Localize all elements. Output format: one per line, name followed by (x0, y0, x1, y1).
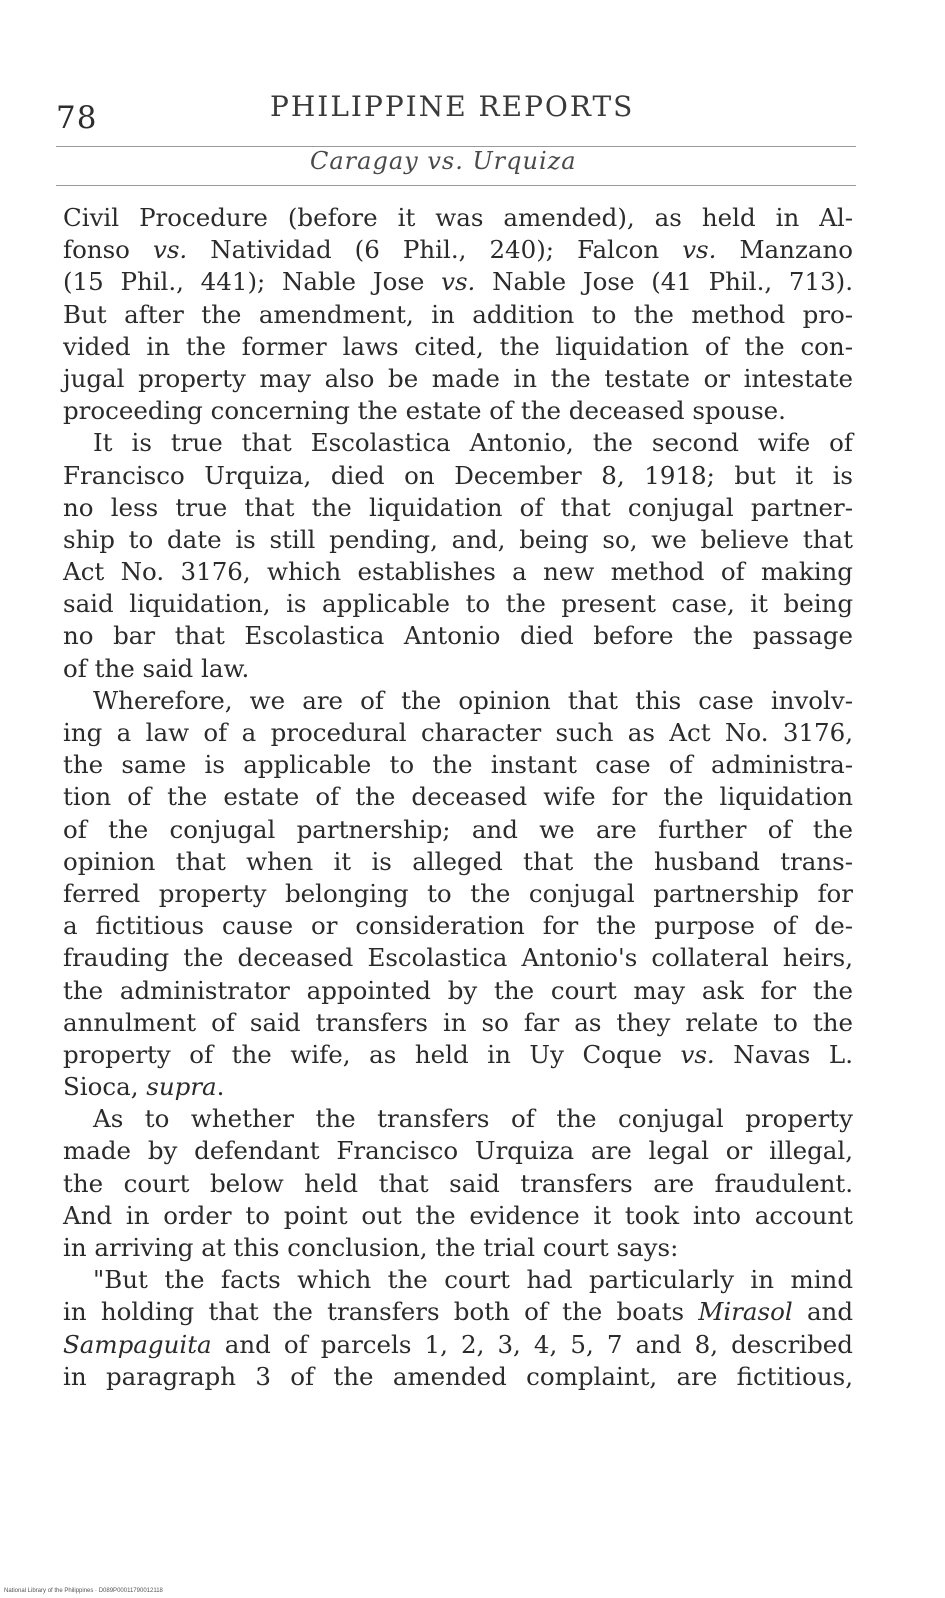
text-line: frauding the deceased Escolastica Antonio's collateral heirs, (63, 943, 853, 973)
text-line: ing a law of a procedural character such as Act No. 3176, (63, 718, 853, 747)
text-line: ship to date is still pending, and, being so, we believe that (63, 524, 853, 554)
text-line: Civil Procedure (before it was amended), as held in Al- (63, 203, 853, 232)
text-line: Francisco Urquiza, died on December 8, 1918; but it is (63, 460, 853, 490)
running-title: PHILIPPINE REPORTS (270, 90, 635, 123)
header-rule-bottom (56, 185, 856, 186)
text-line: And in order to point out the evidence it took into account (63, 1200, 853, 1230)
text-line: in holding that the transfers both of the boats Mirasol and (63, 1297, 854, 1327)
text-line: in arriving at this conclusion, the trial court says: (63, 1233, 679, 1262)
text-line: in paragraph 3 of the amended complaint, are fictitious, (63, 1361, 853, 1391)
text-line: As to whether the transfers of the conjugal property (93, 1104, 853, 1134)
text-line: (15 Phil., 441); Nable Jose vs. Nable Jose (41 Phil., 713). (63, 267, 854, 297)
text-line: said liquidation, is applicable to the present case, it being (63, 589, 853, 619)
text-line: annulment of said transfers in so far as they relate to the (63, 1007, 853, 1037)
text-line: ferred property belonging to the conjugal partnership for (63, 878, 853, 908)
text-line: Sioca, supra. (63, 1072, 225, 1102)
text-line: of the said law. (63, 653, 250, 683)
text-line: Sampaguita and of parcels 1, 2, 3, 4, 5, 7 and 8, described (63, 1329, 853, 1359)
text-line: It is true that Escolastica Antonio, the second wife of (93, 428, 853, 458)
text-line: property of the wife, as held in Uy Coque vs. Navas L. (63, 1039, 853, 1069)
text-line: proceeding concerning the estate of the deceased spouse. (63, 396, 786, 426)
text-line: But after the amendment, in addition to the method pro- (63, 299, 853, 329)
text-line: no less true that the liquidation of that conjugal partner- (63, 492, 853, 522)
text-line: made by defendant Francisco Urquiza are legal or illegal, (63, 1136, 853, 1166)
text-line: Wherefore, we are of the opinion that this case involv- (93, 685, 853, 715)
text-line: no bar that Escolastica Antonio died before the passage (63, 621, 853, 651)
text-line: opinion that when it is alleged that the husband trans- (63, 846, 853, 876)
page-number: 78 (56, 100, 98, 136)
text-line: Act No. 3176, which establishes a new method of making (63, 557, 853, 587)
body-text (63, 202, 853, 1393)
text-line: a fictitious cause or consideration for the purpose of de- (63, 911, 853, 941)
text-line: the court below held that said transfers are fraudulent. (63, 1168, 853, 1198)
case-title: Caragay vs. Urquiza (310, 147, 577, 175)
text-line: jugal property may also be made in the testate or intestate (63, 363, 853, 393)
text-line: of the conjugal partnership; and we are further of the (63, 814, 853, 844)
text-line: vided in the former laws cited, the liquidation of the con- (63, 331, 853, 361)
text-line: the administrator appointed by the court may ask for the (63, 975, 853, 1005)
scan-credit: National Library of the Philippines · D089P00011790012118 (4, 1588, 163, 1594)
text-line: "But the facts which the court had particularly in mind (93, 1265, 853, 1295)
text-line: the same is applicable to the instant case of administra- (63, 750, 853, 780)
text-line: tion of the estate of the deceased wife for the liquidation (63, 782, 853, 812)
text-line: fonso vs. Natividad (6 Phil., 240); Falcon vs. Manzano (63, 235, 853, 265)
